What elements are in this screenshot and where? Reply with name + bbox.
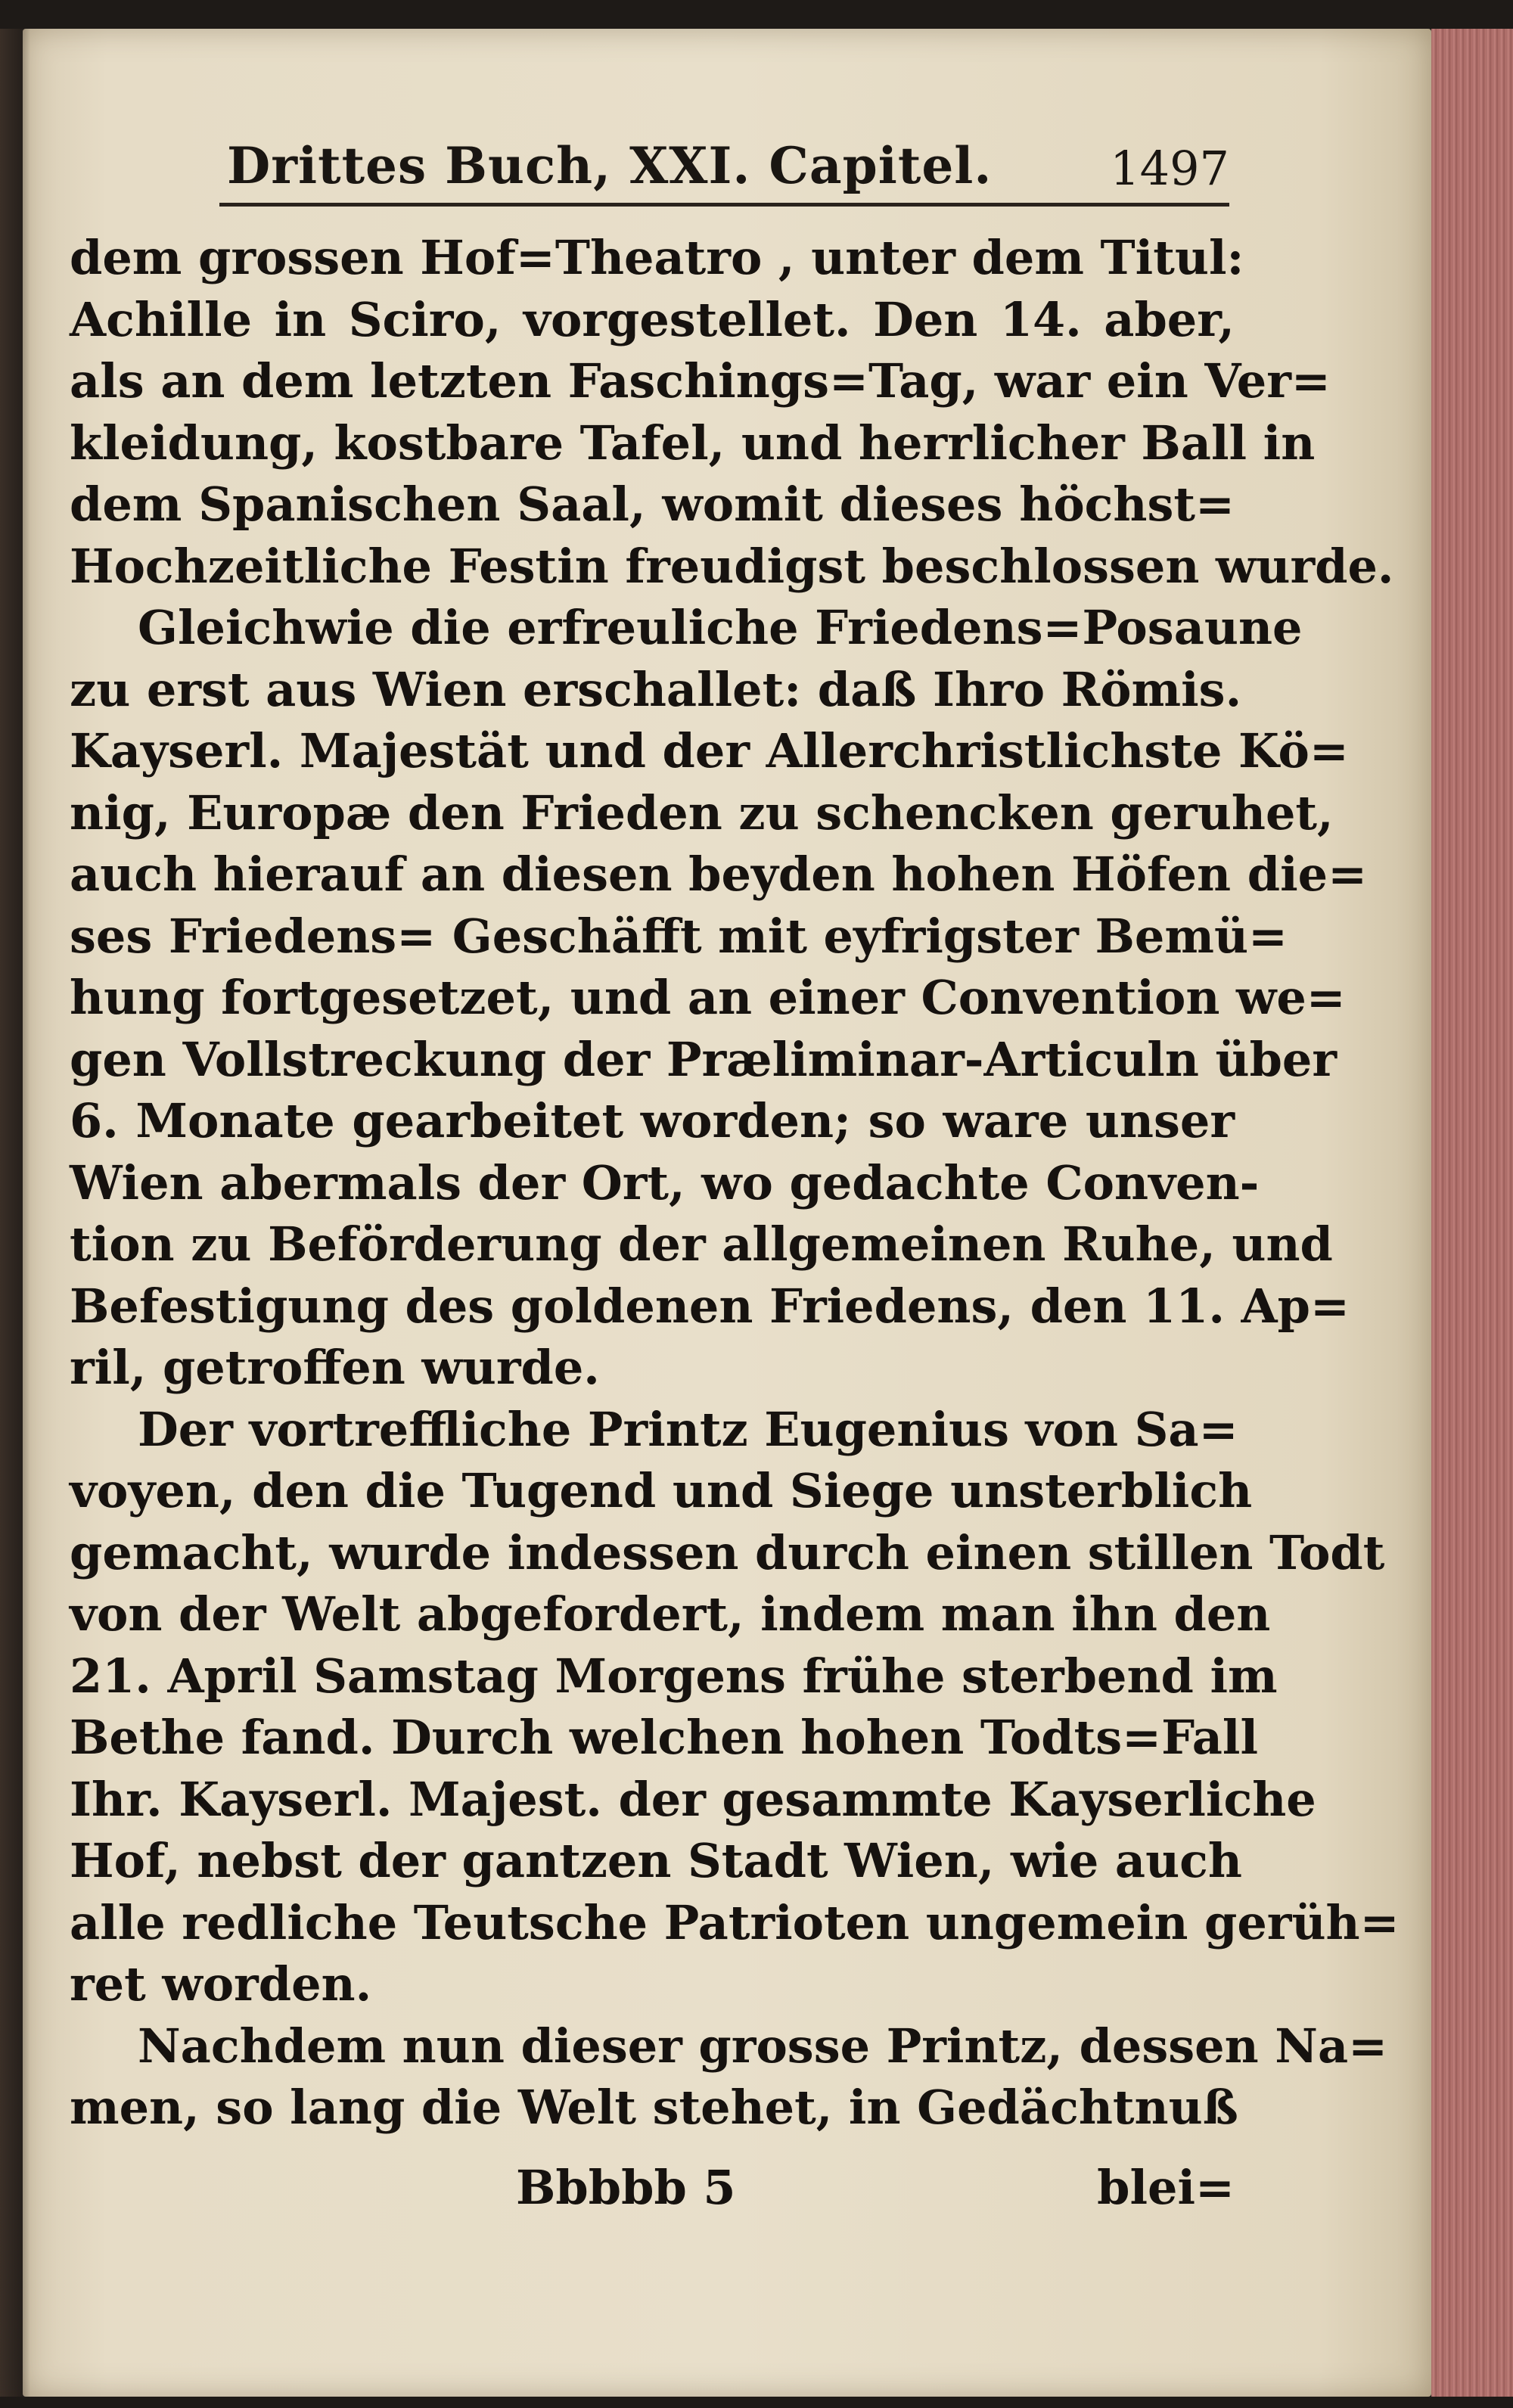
text-line: dem Spanischen Saal, womit dieses höchst= xyxy=(70,477,1235,532)
text-line: von der Welt abgefordert, indem man ihn den xyxy=(70,1586,1271,1642)
text-line: men, so lang die Welt stehet, in Gedächtnuß xyxy=(70,2080,1238,2135)
text-line: voyen, den die Tugend und Siege unsterblich xyxy=(70,1463,1253,1518)
text-line: kleidung, kostbare Tafel, und herrlicher Ball in xyxy=(70,415,1316,471)
text-line: ses Friedens= Geschäfft mit eyfrigster Bemü= xyxy=(70,908,1288,964)
text-line: Achille in Sciro, vorgestellet. Den 14. aber, xyxy=(70,291,1235,347)
text-line: Hochzeitliche Festin freudigst beschlossen wurde. xyxy=(70,538,1394,594)
text-line: nig, Europæ den Frieden zu schencken geruhet, xyxy=(70,785,1334,840)
text-line: Hof, nebst der gantzen Stadt Wien, wie auch xyxy=(70,1833,1242,1888)
catchword: blei= xyxy=(1097,2160,1235,2215)
text-line: als an dem letzten Faschings=Tag, war ein Ver= xyxy=(70,353,1331,409)
spine-shadow xyxy=(0,29,30,2397)
signature-mark: Bbbbb 5 xyxy=(516,2160,736,2215)
text-line: 6. Monate gearbeitet worden; so ware unser xyxy=(70,1093,1235,1148)
text-line: ret worden. xyxy=(70,1956,372,2012)
text-line: Kayserl. Majestät und der Allerchristlichste Kö= xyxy=(70,723,1349,778)
text-line: alle redliche Teutsche Patrioten ungemein gerüh= xyxy=(70,1894,1400,1950)
body-text xyxy=(70,227,1400,2139)
page-number: 1497 xyxy=(1110,141,1229,196)
text-line: gemacht, wurde indessen durch einen stillen Todt xyxy=(70,1524,1385,1580)
page-footer xyxy=(70,2160,1235,2220)
header-title: Drittes Buch, XXI. Capitel. xyxy=(227,136,993,195)
header-rule xyxy=(219,203,1229,207)
text-line: Nachdem nun dieser grosse Printz, dessen Na= xyxy=(138,2018,1388,2074)
text-line: Bethe fand. Durch welchen hohen Todts=Fall xyxy=(70,1710,1259,1765)
running-header xyxy=(219,136,1229,219)
text-line: Gleichwie die erfreuliche Friedens=Posaune xyxy=(138,600,1303,655)
text-line: gen Vollstreckung der Præliminar-Articuln über xyxy=(70,1031,1337,1087)
text-line: 21. April Samstag Morgens frühe sterbend im xyxy=(70,1648,1278,1704)
text-line: Ihr. Kayserl. Majest. der gesammte Kayserliche xyxy=(70,1771,1316,1827)
text-line: auch hierauf an diesen beyden hohen Höfen die= xyxy=(70,847,1368,902)
text-line: tion zu Beförderung der allgemeinen Ruhe, und xyxy=(70,1216,1333,1272)
text-line: hung fortgesetzet, und an einer Convention we= xyxy=(70,970,1346,1025)
text-line: dem grossen Hof=Theatro , unter dem Titul: xyxy=(70,230,1244,285)
text-line: ril, getroffen wurde. xyxy=(70,1340,600,1395)
text-line: Der vortreffliche Printz Eugenius von Sa= xyxy=(138,1401,1238,1457)
text-line: Befestigung des goldenen Friedens, den 11. Ap= xyxy=(70,1278,1350,1334)
page-edge xyxy=(1431,29,1513,2397)
text-line: Wien abermals der Ort, wo gedachte Conven- xyxy=(70,1154,1260,1210)
text-line: zu erst aus Wien erschallet: daß Ihro Römis. xyxy=(70,661,1242,717)
